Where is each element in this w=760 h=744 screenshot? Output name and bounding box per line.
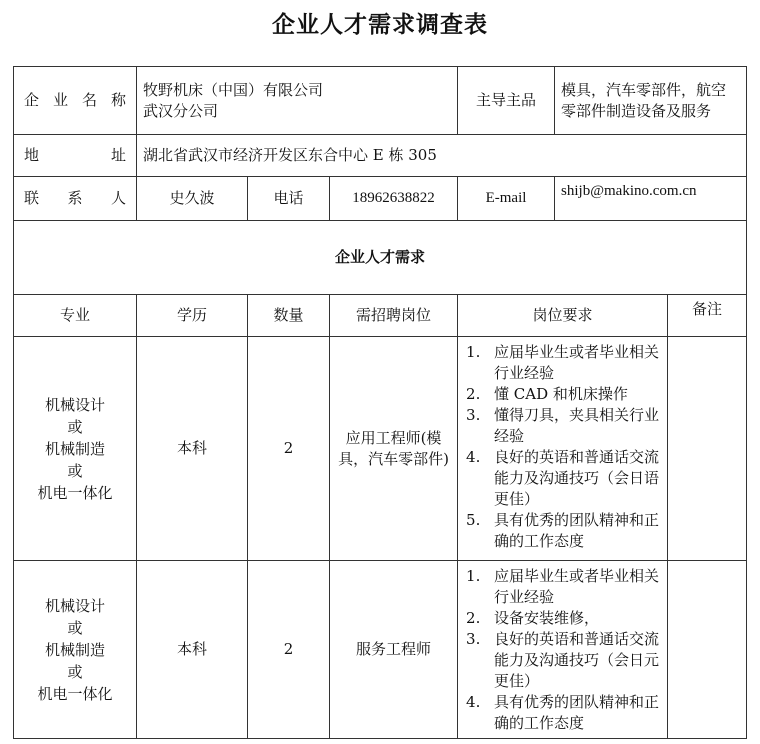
requirement-text: 应届毕业生或者毕业相关行业经验 (494, 567, 660, 606)
header-education: 学历 (137, 295, 248, 337)
requirement-text: 具有优秀的团队精神和正确的工作态度 (494, 511, 660, 550)
table-row (14, 337, 747, 561)
company-name-value: 牧野机床（中国）有限公司 武汉分公司 (137, 67, 458, 135)
requirement-text: 良好的英语和普通话交流能力及沟通技巧（会日元更佳） (494, 630, 660, 690)
main-products-label: 主导主品 (458, 67, 555, 135)
address-row (14, 135, 747, 177)
header-remark: 备注 (668, 295, 747, 337)
contact-label: 联 系 人 (14, 177, 137, 221)
requirement-text: 应届毕业生或者毕业相关行业经验 (494, 343, 660, 382)
requirement-number: 1. (466, 567, 481, 585)
requirements-cell (458, 337, 668, 561)
position-cell: 服务工程师 (330, 561, 458, 739)
requirements-list (464, 566, 663, 734)
requirement-number: 4. (466, 693, 481, 711)
address-label: 地 址 (14, 135, 137, 177)
requirement-text: 具有优秀的团队精神和正确的工作态度 (494, 693, 660, 732)
requirement-text: 懂 CAD 和机床操作 (494, 385, 628, 403)
section-title-row (14, 221, 747, 295)
requirement-text: 良好的英语和普通话交流能力及沟通技巧（会日语更佳） (494, 448, 660, 508)
major-cell: 机械设计 或 机械制造 或 机电一体化 (14, 561, 137, 739)
requirement-number: 5. (466, 511, 481, 529)
requirement-item (464, 405, 663, 447)
requirement-item (464, 608, 663, 629)
header-row (14, 295, 747, 337)
header-count: 数量 (248, 295, 330, 337)
company-name-label: 企 业 名 称 (14, 67, 137, 135)
count-cell: 2 (248, 337, 330, 561)
education-cell: 本科 (137, 337, 248, 561)
requirement-item (464, 629, 663, 692)
requirement-item (464, 447, 663, 510)
contact-value: 史久波 (137, 177, 248, 221)
requirements-list (464, 342, 663, 552)
email-value: shijb@makino.com.cn (555, 177, 747, 221)
company-name-row (14, 67, 747, 135)
requirement-number: 2. (466, 385, 481, 403)
requirement-item (464, 692, 663, 734)
remark-cell (668, 337, 747, 561)
phone-label: 电话 (248, 177, 330, 221)
header-major: 专业 (14, 295, 137, 337)
count-cell: 2 (248, 561, 330, 739)
remark-cell (668, 561, 747, 739)
requirement-text: 设备安装维修， (494, 609, 600, 627)
requirement-text: 懂得刀具，夹具相关行业经验 (494, 406, 660, 445)
education-cell: 本科 (137, 561, 248, 739)
requirement-number: 2. (466, 609, 481, 627)
section-title: 企业人才需求 (14, 221, 747, 295)
phone-value: 18962638822 (330, 177, 458, 221)
contact-row (14, 177, 747, 221)
requirement-number: 3. (466, 406, 481, 424)
requirement-item (464, 566, 663, 608)
survey-table (13, 66, 747, 739)
position-cell: 应用工程师(模具，汽车零部件) (330, 337, 458, 561)
email-label: E-mail (458, 177, 555, 221)
requirement-item (464, 384, 663, 405)
requirement-item (464, 510, 663, 552)
requirements-cell (458, 561, 668, 739)
main-products-value: 模具，汽车零部件，航空零部件制造设备及服务 (555, 67, 747, 135)
header-position: 需招聘岗位 (330, 295, 458, 337)
table-row (14, 561, 747, 739)
requirement-item (464, 342, 663, 384)
major-cell: 机械设计 或 机械制造 或 机电一体化 (14, 337, 137, 561)
page-title: 企业人才需求调查表 (272, 11, 488, 38)
header-requirements: 岗位要求 (458, 295, 668, 337)
requirement-number: 4. (466, 448, 481, 466)
address-value: 湖北省武汉市经济开发区东合中心 E 栋 305 (137, 135, 747, 177)
requirement-number: 1. (466, 343, 481, 361)
requirement-number: 3. (466, 630, 481, 648)
